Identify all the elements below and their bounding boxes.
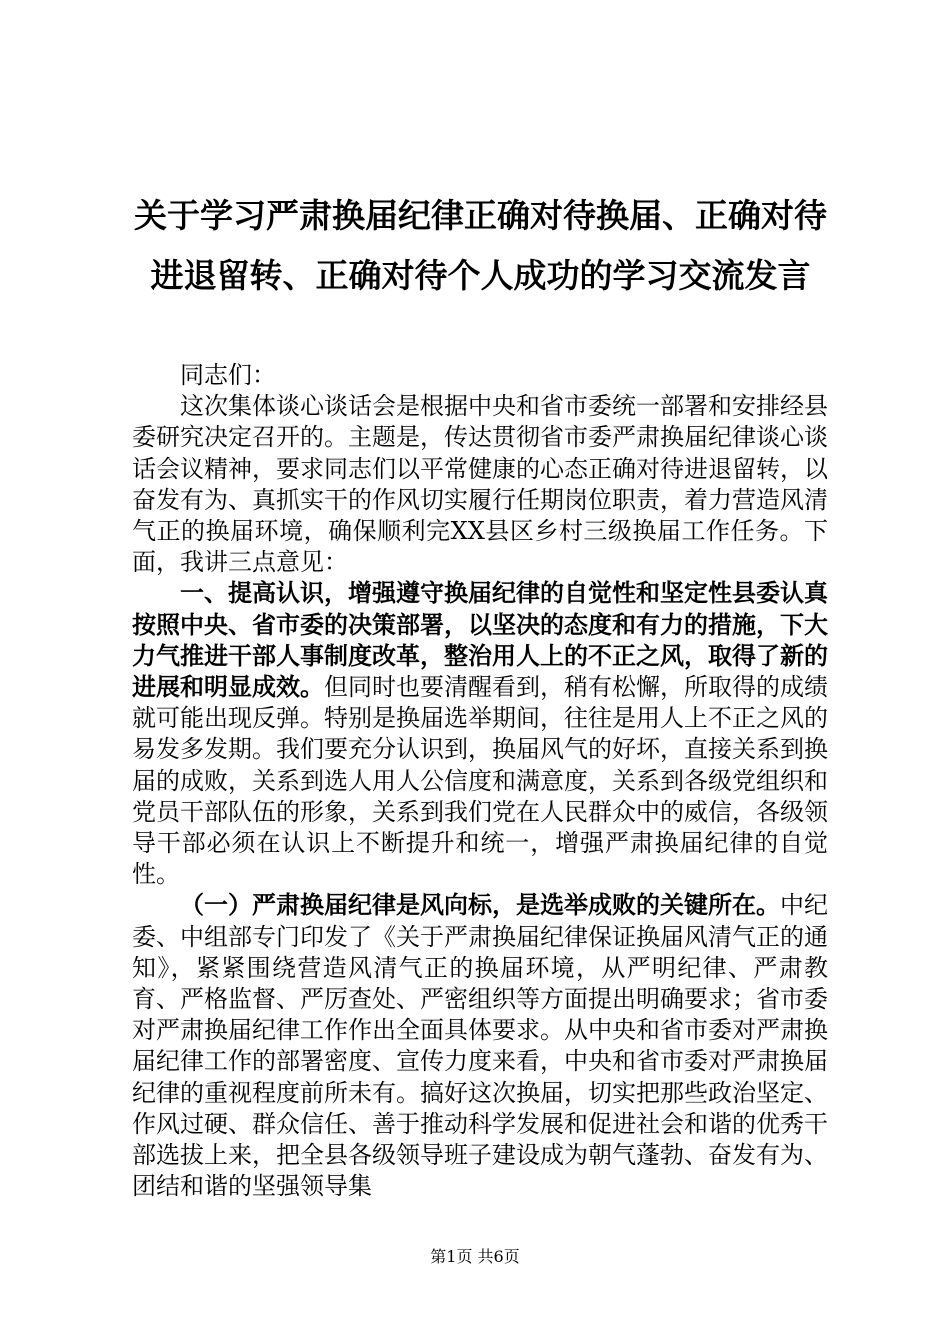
section-1-heading: 一、提高认识，增强遵守换届纪律的自觉性和坚定性县委认真按照中央、省市委的决策部署，以坚决的态度和有力的措施，下大力气推进干部人事制度改革，整治用人上的不正之风，取得了新的进展和明显成效。 xyxy=(132,579,828,702)
salutation: 同志们： xyxy=(180,361,276,389)
document-body xyxy=(132,360,828,1202)
subsection-1-body: 中纪委、中组部专门印发了《关于严肃换届纪律保证换届风清气正的通知》，紧紧围绕营造风清气正的换届环境，从严明纪律、严肃教育、严格监督、严厉查处、严密组织等方面提出明确要求；省市委对严肃换届纪律工作作出全面具体要求。从中央和省市委对严肃换届纪律工作的部署密度、宣传力度来看，中央和省市委对严肃换届纪律的重视程度前所未有。搞好这次换届，切实把那些政治坚定、作风过硬、群众信任、善于推动科学发展和促进社会和谐的优秀干部选拔上来，把全县各级领导班子建设成为朝气蓬勃、奋发有为、团结和谐的坚强领导集 xyxy=(132,891,828,1201)
document-title: 关于学习严肃换届纪律正确对待换届、正确对待进退留转、正确对待个人成功的学习交流发言 xyxy=(134,196,827,295)
subsection-1-heading: （一）严肃换届纪律是风向标，是选举成败的关键所在。 xyxy=(180,891,780,920)
section-1 xyxy=(132,578,828,890)
paragraph-intro: 这次集体谈心谈话会是根据中央和省市委统一部署和安排经县委研究决定召开的。主题是，传达贯彻省市委严肃换届纪律谈心谈话会议精神，要求同志们以平常健康的心态正确对待进退留转，以奋发有为、真抓实干的作风切实履行任期岗位职责，着力营造风清气正的换届环境，确保顺利完XX县区乡村三级换届工作任务。下面，我讲三点意见： xyxy=(132,392,828,577)
section-1-body: 但同时也要清醒看到，稍有松懈，所取得的成绩就可能出现反弹。特别是换届选举期间，往往是用人上不正之风的易发多发期。我们要充分认识到，换届风气的好坏，直接关系到换届的成败，关系到选人用人公信度和满意度，关系到各级党组织和党员干部队伍的形象，关系到我们党在人民群众中的威信，各级领导干部必须在认识上不断提升和统一，增强严肃换届纪律的自觉性。 xyxy=(132,673,828,889)
page-number-footer: 第1页 共6页 xyxy=(430,1247,520,1266)
subsection-1 xyxy=(132,890,828,1202)
